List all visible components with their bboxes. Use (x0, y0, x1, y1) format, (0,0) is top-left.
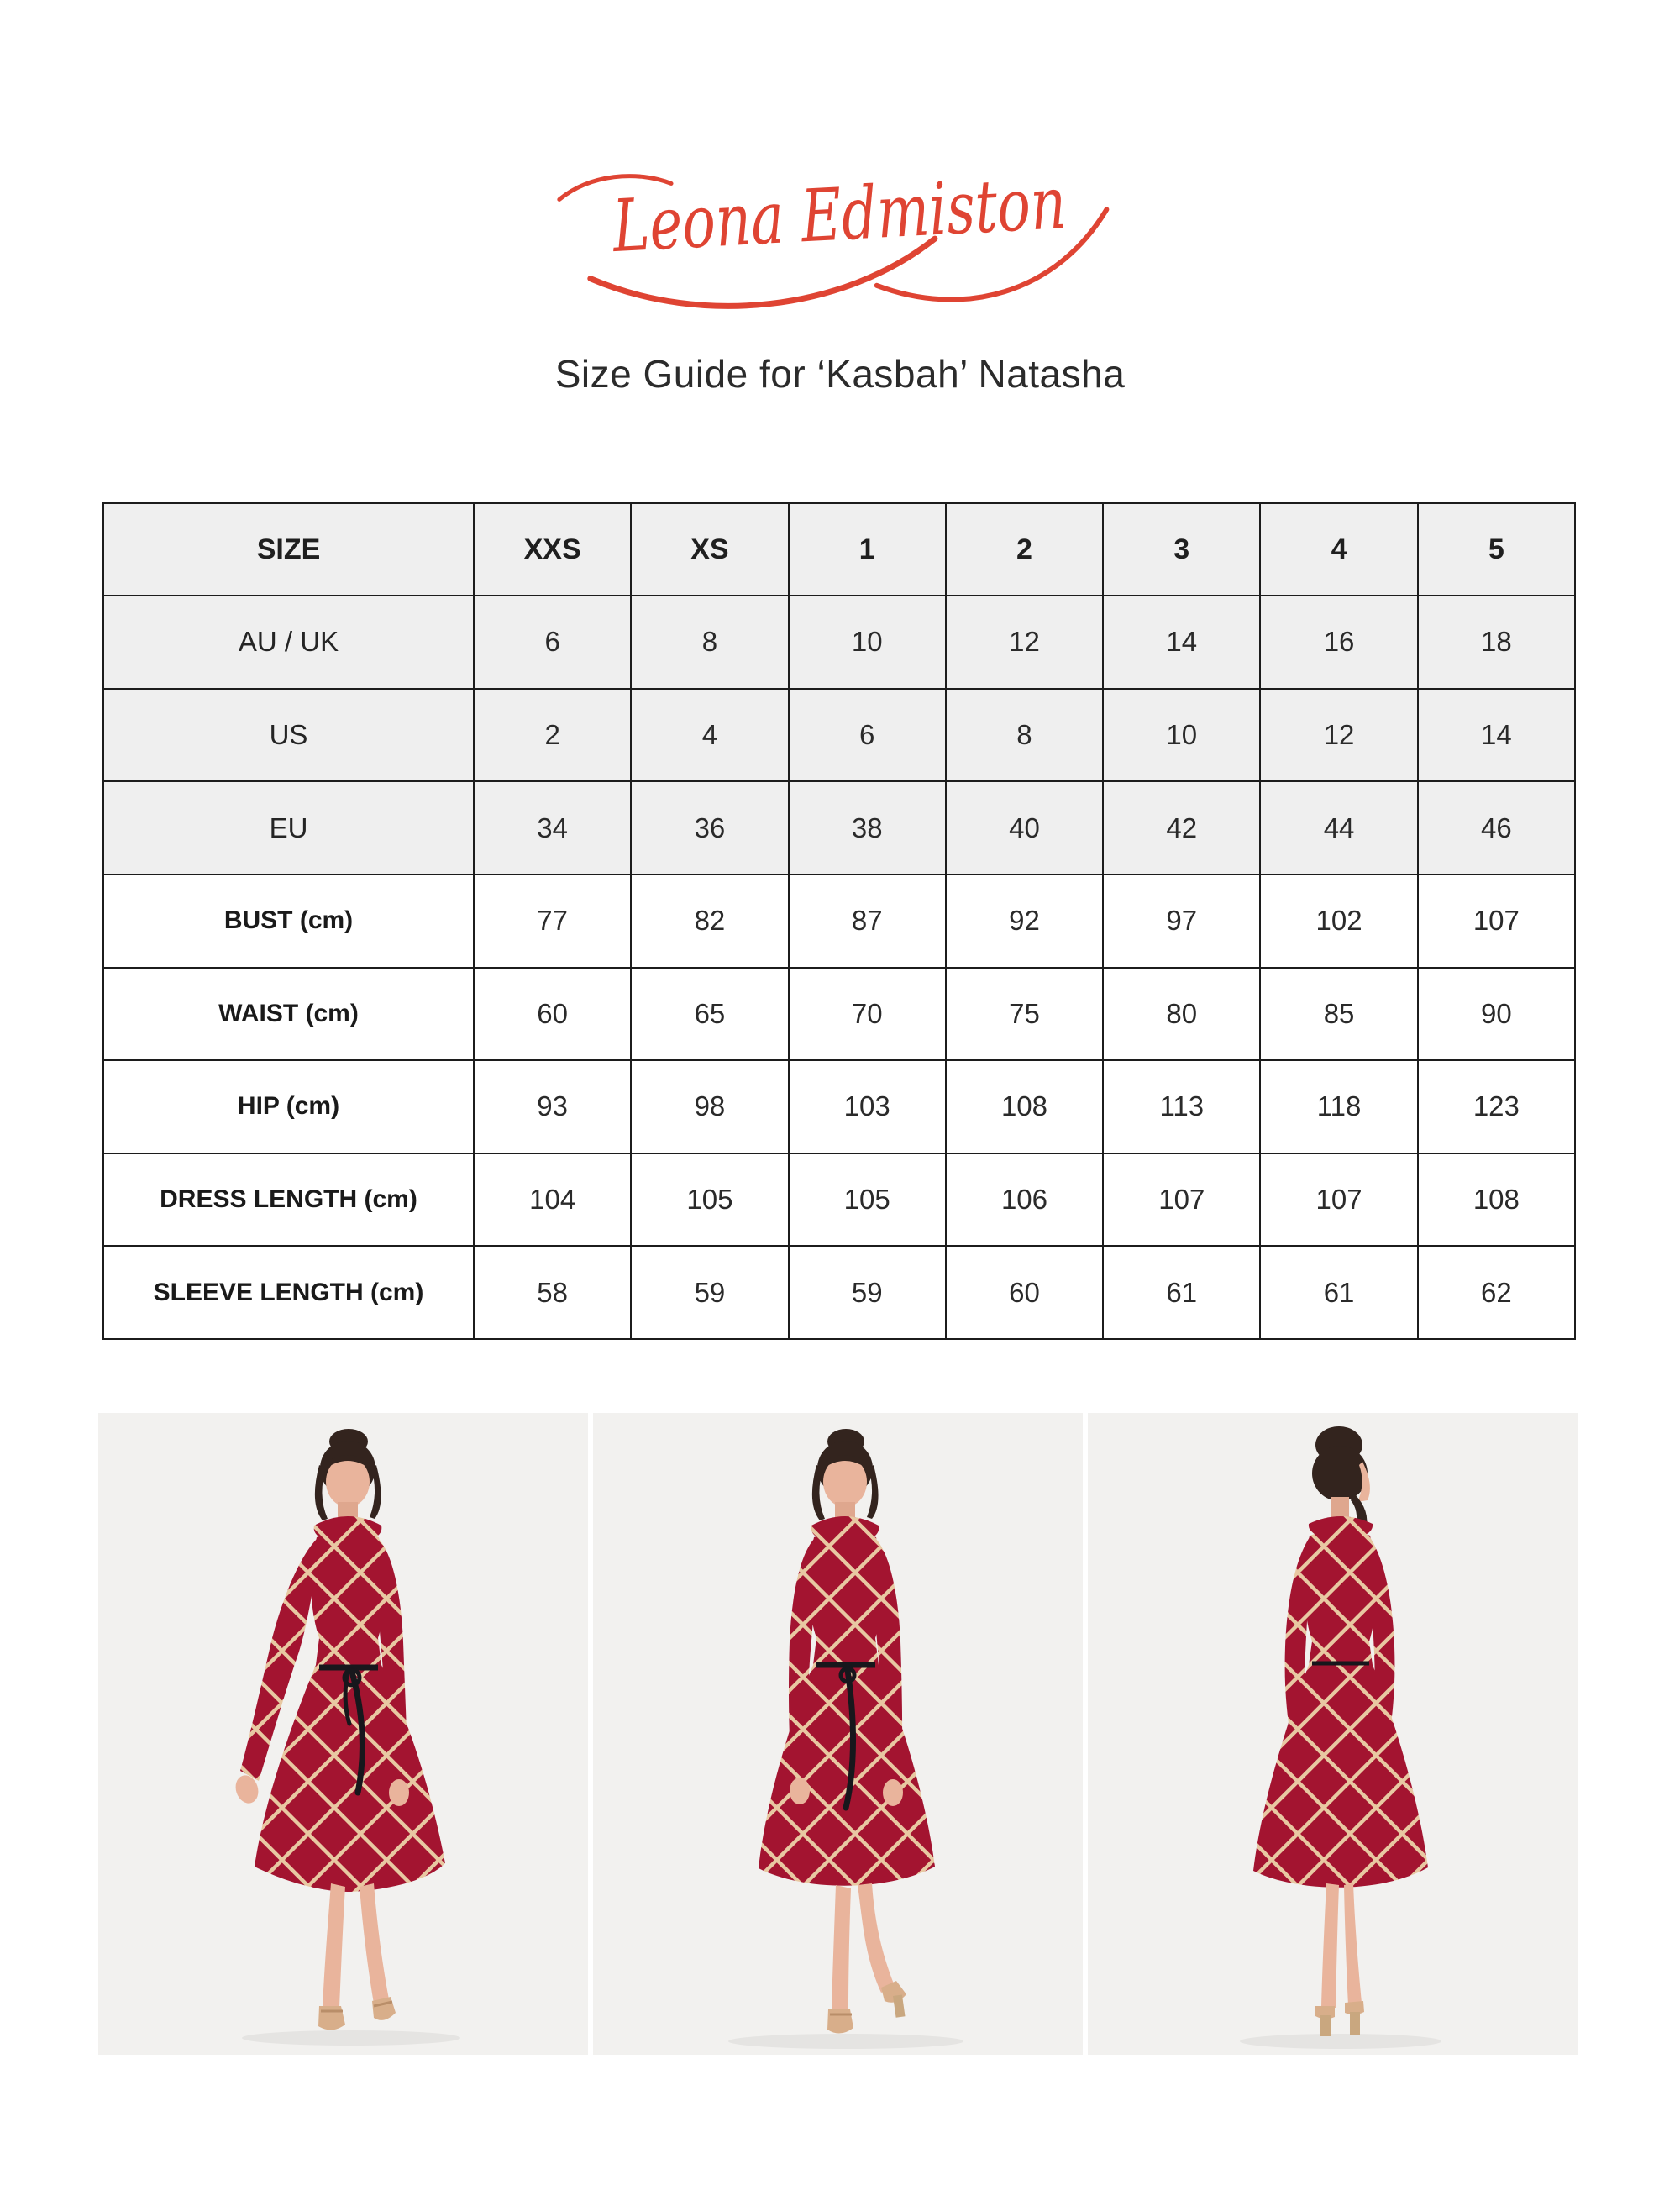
table-cell: 2 (474, 689, 631, 782)
table-cell: 10 (1103, 689, 1260, 782)
table-cell: 107 (1260, 1153, 1417, 1247)
model-back-illustration (1088, 1413, 1578, 2055)
row-label: DRESS LENGTH (cm) (103, 1153, 474, 1247)
brand-logo-script-icon (0, 67, 1680, 336)
table-cell: 58 (474, 1246, 631, 1339)
table-cell: 61 (1103, 1246, 1260, 1339)
table-cell: 77 (474, 874, 631, 968)
size-table-body (103, 596, 1575, 1339)
product-photo-front-alt (593, 1413, 1083, 2055)
table-cell: 46 (1418, 781, 1575, 874)
size-header-cell: XS (631, 503, 788, 596)
size-column-header: SIZE (103, 503, 474, 596)
size-table (102, 502, 1576, 1340)
table-cell: 105 (789, 1153, 946, 1247)
table-cell: 16 (1260, 596, 1417, 689)
table-cell: 8 (631, 596, 788, 689)
table-cell: 36 (631, 781, 788, 874)
product-photo-front (98, 1413, 588, 2055)
table-cell: 97 (1103, 874, 1260, 968)
table-cell: 6 (474, 596, 631, 689)
table-cell: 103 (789, 1060, 946, 1153)
table-cell: 62 (1418, 1246, 1575, 1339)
table-cell: 60 (474, 968, 631, 1061)
table-cell: 107 (1103, 1153, 1260, 1247)
table-cell: 108 (1418, 1153, 1575, 1247)
table-cell: 105 (631, 1153, 788, 1247)
table-cell: 18 (1418, 596, 1575, 689)
table-row (103, 968, 1575, 1061)
table-cell: 80 (1103, 968, 1260, 1061)
table-cell: 106 (946, 1153, 1103, 1247)
table-cell: 44 (1260, 781, 1417, 874)
table-cell: 10 (789, 596, 946, 689)
table-cell: 108 (946, 1060, 1103, 1153)
row-label: WAIST (cm) (103, 968, 474, 1061)
row-label: HIP (cm) (103, 1060, 474, 1153)
table-cell: 85 (1260, 968, 1417, 1061)
table-cell: 4 (631, 689, 788, 782)
brand-logo-text: Leona Edmiston (611, 154, 1208, 270)
table-cell: 42 (1103, 781, 1260, 874)
table-row (103, 689, 1575, 782)
table-cell: 70 (789, 968, 946, 1061)
table-cell: 98 (631, 1060, 788, 1153)
size-header-cell: 3 (1103, 503, 1260, 596)
size-table-container (102, 502, 1576, 1340)
table-cell: 14 (1418, 689, 1575, 782)
brand-logo (0, 67, 1680, 336)
table-cell: 93 (474, 1060, 631, 1153)
table-cell: 118 (1260, 1060, 1417, 1153)
table-cell: 6 (789, 689, 946, 782)
page-title: Size Guide for ‘Kasbah’ Natasha (554, 352, 1126, 396)
table-cell: 123 (1418, 1060, 1575, 1153)
table-cell: 113 (1103, 1060, 1260, 1153)
table-cell: 38 (789, 781, 946, 874)
table-cell: 40 (946, 781, 1103, 874)
model-front-illustration (98, 1413, 588, 2055)
table-cell: 59 (631, 1246, 788, 1339)
table-row (103, 1153, 1575, 1247)
table-cell: 61 (1260, 1246, 1417, 1339)
table-cell: 87 (789, 874, 946, 968)
product-photo-back (1088, 1413, 1578, 2055)
row-label: US (103, 689, 474, 782)
table-cell: 60 (946, 1246, 1103, 1339)
table-cell: 82 (631, 874, 788, 968)
size-table-header-row (103, 503, 1575, 596)
table-cell: 65 (631, 968, 788, 1061)
table-cell: 8 (946, 689, 1103, 782)
table-cell: 104 (474, 1153, 631, 1247)
model-front-alt-illustration (593, 1413, 1083, 2055)
row-label: BUST (cm) (103, 874, 474, 968)
table-cell: 12 (1260, 689, 1417, 782)
table-row (103, 874, 1575, 968)
table-cell: 12 (946, 596, 1103, 689)
table-row (103, 596, 1575, 689)
row-label: EU (103, 781, 474, 874)
size-header-cell: 4 (1260, 503, 1417, 596)
size-header-cell: 5 (1418, 503, 1575, 596)
table-row (103, 1060, 1575, 1153)
table-cell: 92 (946, 874, 1103, 968)
product-photos (98, 1413, 1578, 2055)
row-label: SLEEVE LENGTH (cm) (103, 1246, 474, 1339)
table-cell: 34 (474, 781, 631, 874)
table-cell: 14 (1103, 596, 1260, 689)
table-cell: 102 (1260, 874, 1417, 968)
table-cell: 107 (1418, 874, 1575, 968)
table-row (103, 1246, 1575, 1339)
table-cell: 75 (946, 968, 1103, 1061)
table-row (103, 781, 1575, 874)
size-header-cell: 2 (946, 503, 1103, 596)
size-header-cell: XXS (474, 503, 631, 596)
size-header-cell: 1 (789, 503, 946, 596)
table-cell: 59 (789, 1246, 946, 1339)
table-cell: 90 (1418, 968, 1575, 1061)
row-label: AU / UK (103, 596, 474, 689)
